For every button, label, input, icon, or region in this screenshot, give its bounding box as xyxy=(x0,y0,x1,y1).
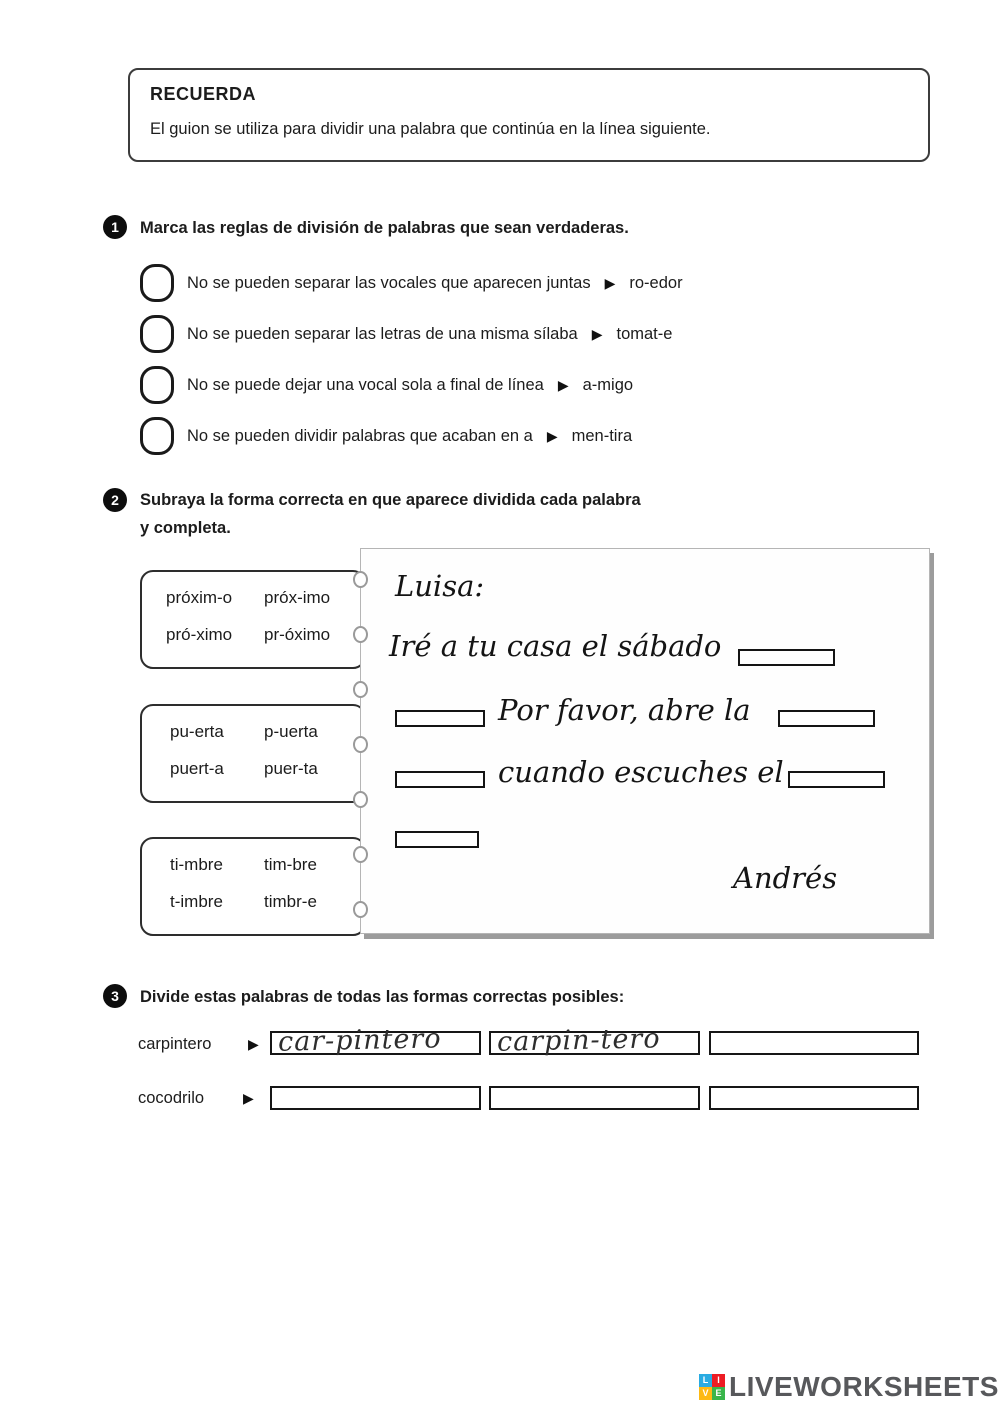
rule-row-3 xyxy=(140,367,633,403)
exercise1-title: Marca las reglas de división de palabras que sean verdaderas. xyxy=(140,219,629,237)
brand-text: LIVEWORKSHEETS xyxy=(729,1371,999,1402)
rule-row-1 xyxy=(140,265,683,301)
note-line-2: Por favor, abre la xyxy=(498,693,751,727)
answer-box-cocodrilo-1[interactable] xyxy=(270,1086,481,1110)
logo-square-l: L xyxy=(699,1374,712,1387)
answer-box-carpintero-2[interactable] xyxy=(489,1023,700,1058)
answer-box-carpintero-1[interactable] xyxy=(270,1023,481,1058)
word-option[interactable]: pró-ximo xyxy=(166,625,233,644)
recuerda-box xyxy=(128,68,930,162)
liveworksheets-logo xyxy=(699,1371,999,1403)
word-option[interactable]: puer-ta xyxy=(264,759,318,778)
arrow-icon: ▶ xyxy=(243,1090,254,1106)
rule-row-4 xyxy=(140,418,632,454)
rule-example: men-tira xyxy=(571,426,633,445)
exercise2-title-line1: Subraya la forma correcta en que aparece dividida cada palabra xyxy=(140,491,641,509)
rule-text: No se pueden separar las letras de una misma sílaba xyxy=(187,324,578,343)
word-option[interactable]: próx-imo xyxy=(264,588,331,607)
handwritten-answer: car-pintero xyxy=(277,1023,442,1058)
answer-box-carpintero-3[interactable] xyxy=(709,1031,919,1055)
answer-box-cocodrilo-2[interactable] xyxy=(489,1086,700,1110)
exercise2-title-line2: y completa. xyxy=(140,519,231,537)
rule-text: No se pueden dividir palabras que acaban en a xyxy=(187,426,533,445)
spiral-hole xyxy=(353,626,368,643)
word-option[interactable]: ti-mbre xyxy=(170,855,223,874)
checkbox-rule-4[interactable] xyxy=(140,417,174,455)
checkbox-rule-3[interactable] xyxy=(140,366,174,404)
liveworksheets-logo-icon xyxy=(699,1374,725,1400)
divide-word-carpintero: carpintero xyxy=(138,1035,212,1053)
word-option[interactable]: pr-óximo xyxy=(264,625,331,644)
checkbox-rule-2[interactable] xyxy=(140,315,174,353)
word-option[interactable]: t-imbre xyxy=(170,892,223,911)
arrow-icon: ▶ xyxy=(248,1036,259,1052)
arrow-icon: ▶ xyxy=(591,325,603,342)
word-box-proximo xyxy=(140,570,366,669)
note-signature: Andrés xyxy=(733,861,838,895)
arrow-icon: ▶ xyxy=(546,427,558,444)
note-blank-4[interactable] xyxy=(395,771,485,788)
rule-row-2 xyxy=(140,316,672,352)
arrow-icon: ▶ xyxy=(604,274,616,291)
note-blank-6[interactable] xyxy=(395,831,479,848)
recuerda-title: RECUERDA xyxy=(150,84,257,104)
arrow-icon: ▶ xyxy=(557,376,569,393)
exercise2-number-badge: 2 xyxy=(103,488,127,512)
note-blank-1[interactable] xyxy=(738,649,835,666)
word-option[interactable]: pu-erta xyxy=(170,722,224,741)
spiral-hole xyxy=(353,681,368,698)
rule-text: No se pueden separar las vocales que aparecen juntas xyxy=(187,273,591,292)
word-option[interactable]: tim-bre xyxy=(264,855,317,874)
note-salutation: Luisa: xyxy=(395,569,485,603)
note-blank-2[interactable] xyxy=(395,710,485,727)
spiral-hole xyxy=(353,901,368,918)
note-paper xyxy=(360,548,930,934)
checkbox-rule-1[interactable] xyxy=(140,264,174,302)
note-blank-3[interactable] xyxy=(778,710,875,727)
word-option[interactable]: p-uerta xyxy=(264,722,318,741)
rule-example: ro-edor xyxy=(629,273,683,292)
note-line-1: Iré a tu casa el sábado xyxy=(389,629,722,663)
spiral-hole xyxy=(353,791,368,808)
word-box-timbre xyxy=(140,837,366,936)
spiral-hole xyxy=(353,571,368,588)
answer-box-cocodrilo-3[interactable] xyxy=(709,1086,919,1110)
divide-word-cocodrilo: cocodrilo xyxy=(138,1089,205,1107)
word-option[interactable]: puert-a xyxy=(170,759,224,778)
recuerda-text: El guion se utiliza para dividir una palabra que continúa en la línea siguiente. xyxy=(150,120,711,138)
word-option[interactable]: próxim-o xyxy=(166,588,233,607)
note-line-3: cuando escuches el xyxy=(498,755,784,789)
word-option[interactable]: timbr-e xyxy=(264,892,317,911)
exercise3-title: Divide estas palabras de todas las formas correctas posibles: xyxy=(140,988,625,1006)
spiral-hole xyxy=(353,736,368,753)
rule-text: No se puede dejar una vocal sola a final de línea xyxy=(187,375,544,394)
logo-square-e: E xyxy=(712,1387,725,1400)
word-box-puerta xyxy=(140,704,366,803)
logo-square-i: I xyxy=(712,1374,725,1387)
exercise1-number-badge: 1 xyxy=(103,215,127,239)
rule-example: a-migo xyxy=(582,375,634,394)
note-blank-5[interactable] xyxy=(788,771,885,788)
handwritten-answer: carpin-tero xyxy=(496,1023,661,1058)
rule-example: tomat-e xyxy=(616,324,673,343)
exercise3-number-badge: 3 xyxy=(103,984,127,1008)
spiral-hole xyxy=(353,846,368,863)
logo-square-v: V xyxy=(699,1387,712,1400)
